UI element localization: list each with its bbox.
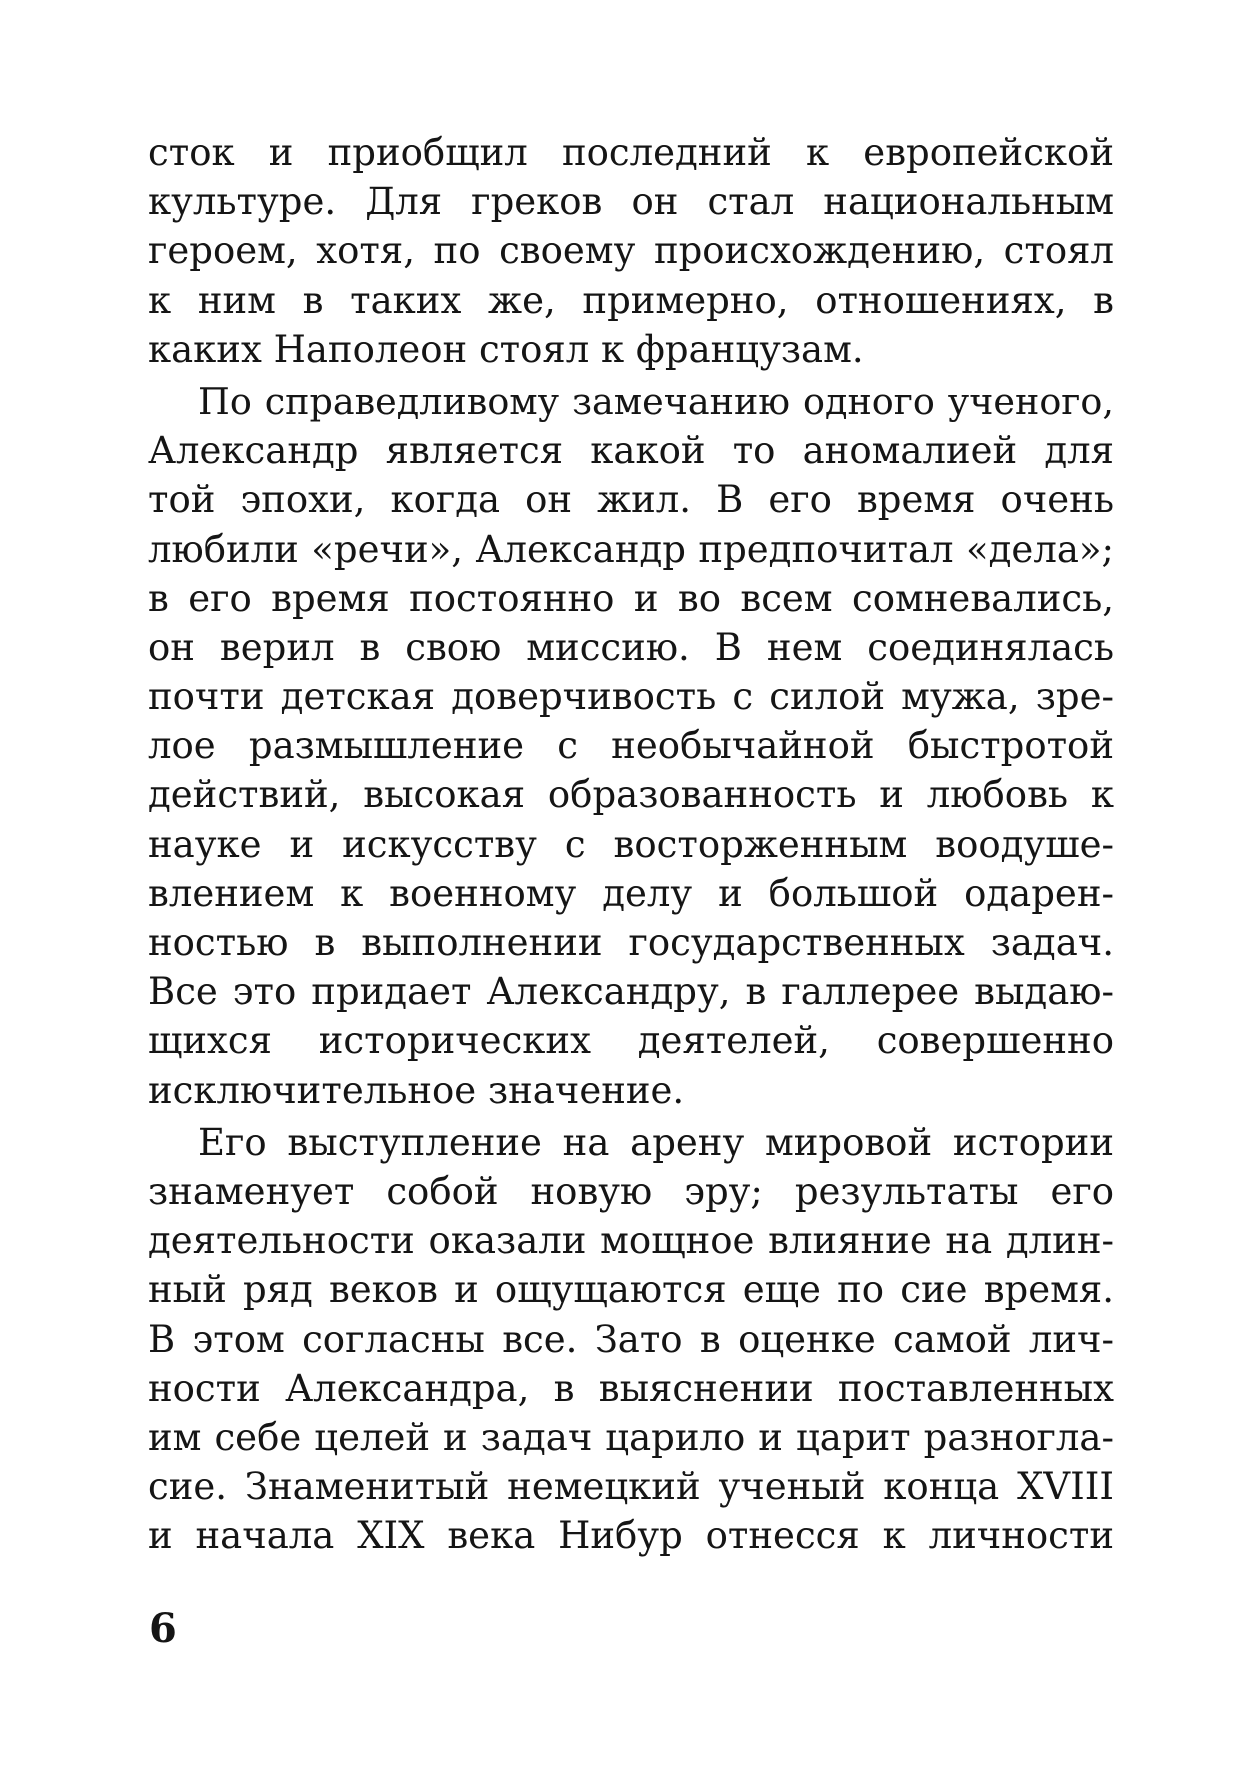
paragraph-2 (148, 377, 1114, 1115)
text-line: действий, высокая образованность и любовь к (148, 773, 1114, 817)
text-line: ностью в выполнении государственных задач. (148, 921, 1114, 964)
text-line: деятельности оказали мощное влияние на длин- (148, 1219, 1114, 1263)
text-line: Александр является какой то аномалией для (148, 429, 1114, 473)
text-line: исключительное значение. (148, 1068, 685, 1112)
text-line: Его выступление на арену мировой истории (198, 1120, 1114, 1164)
text-line: к ним в таких же, примерно, отношениях, в (148, 278, 1114, 322)
page-number: 6 (149, 1605, 177, 1652)
body-text (148, 128, 1114, 1560)
text-line: щихся исторических деятелей, совершенно (148, 1019, 1114, 1063)
text-line: знаменует собой новую эру; результаты его (148, 1169, 1114, 1213)
text-line: той эпохи, когда он жил. В его время очень (148, 478, 1114, 522)
text-line: и начала XIX века Нибур отнесся к личности (148, 1514, 1114, 1558)
text-line: влением к военному делу и большой одарен- (148, 871, 1114, 915)
text-line: сие. Знаменитый немецкий ученый конца XVIII (148, 1465, 1114, 1509)
text-line: науке и искусству с восторженным воодуше- (148, 822, 1114, 866)
text-line: По справедливому замечанию одного ученого, (198, 379, 1114, 423)
text-line: сток и приобщил последний к европейской (148, 131, 1114, 174)
text-line: ный ряд веков и ощущаются еще по сие время. (148, 1268, 1114, 1312)
text-line: лое размышление с необычайной быстротой (148, 724, 1114, 768)
paragraph-3 (148, 1118, 1114, 1561)
text-line: В этом согласны все. Зато в оценке самой лич- (148, 1317, 1114, 1361)
text-line: почти детская доверчивость с силой мужа, зре- (148, 675, 1114, 719)
text-line: каких Наполеон стоял к французам. (148, 327, 864, 371)
text-line: любили «речи», Александр предпочитал «дела»; (148, 527, 1114, 571)
text-line: он верил в свою миссию. В нем соединялась (148, 625, 1114, 669)
text-line: ности Александра, в выяснении поставленных (148, 1366, 1114, 1410)
text-line: в его время постоянно и во всем сомневались, (148, 576, 1114, 620)
text-line: им себе целей и задач царило и царит разногла- (148, 1415, 1114, 1459)
paragraph-1 (148, 128, 1114, 374)
text-line: героем, хотя, по своему происхождению, стоял (148, 229, 1114, 273)
text-line: культуре. Для греков он стал национальным (148, 180, 1114, 224)
text-line: Все это придает Александру, в галлерее выдаю- (148, 970, 1114, 1014)
